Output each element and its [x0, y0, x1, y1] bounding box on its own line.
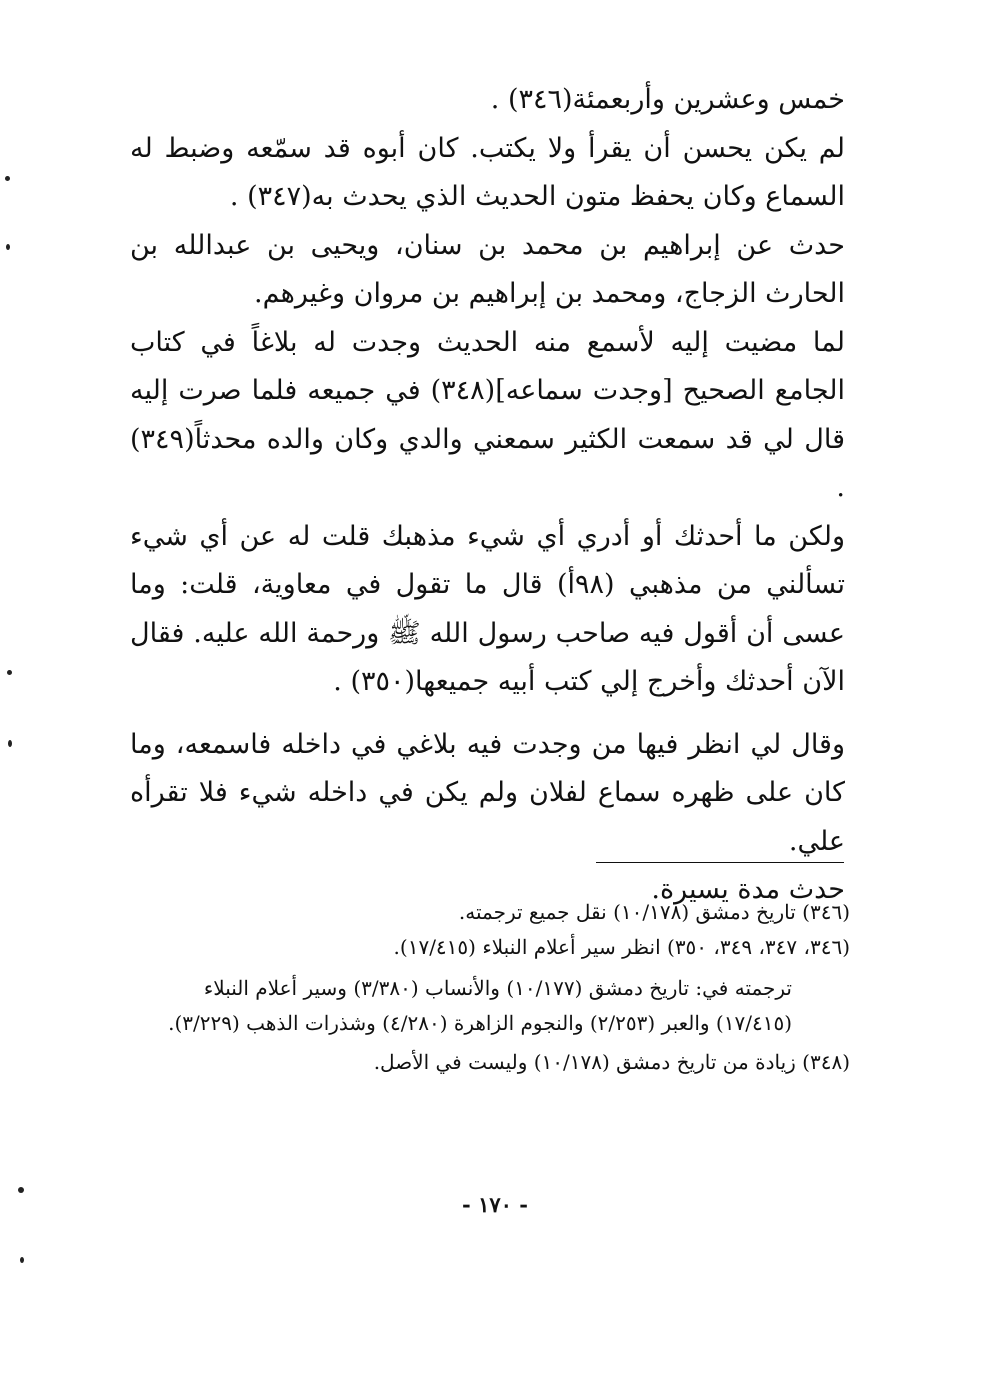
page-number: - ١٧٠ - — [462, 1192, 528, 1217]
main-text — [130, 76, 845, 915]
scan-speck — [5, 176, 10, 181]
paragraph-2: لم يكن يحسن أن يقرأ ولا يكتب. كان أبوه قد سمّعه وضبط له السماع وكان يحفظ متون الحديث الذي يحدث به(٣٤٧) . — [130, 132, 845, 212]
footnote-3: ترجمته في: تاريخ دمشق (١٠/١٧٧) والأنساب (٣/٣٨٠) وسير أعلام النبلاء (١٧/٤١٥) والعبر (٢/٢٥٣) والنجوم الزاهرة (٤/٢٨٠) وشذرات الذهب (٣/٢٢٩). — [168, 976, 792, 1035]
footnote-2: (٣٤٦، ٣٤٧، ٣٤٩، ٣٥٠) انظر سير أعلام النبلاء (١٧/٤١٥). — [393, 935, 850, 959]
footnotes — [150, 895, 850, 1080]
scan-speck — [7, 670, 12, 675]
scan-speck — [20, 1257, 24, 1263]
footnote-1: (٣٤٦) تاريخ دمشق (١٠/١٧٨) نقل جميع ترجمته. — [458, 900, 850, 924]
scan-speck — [18, 1187, 24, 1193]
footnote-separator — [596, 862, 844, 863]
footnote-4: (٣٤٨) زيادة من تاريخ دمشق (١٠/١٧٨) وليست في الأصل. — [373, 1050, 850, 1074]
paragraph-3: حدث عن إبراهيم بن محمد بن سنان، ويحيى بن عبدالله بن الحارث الزجاج، ومحمد بن إبراهيم بن مروان وغيرهم. — [130, 229, 845, 309]
scan-speck — [6, 244, 10, 250]
paragraph-7: حدث مدة يسيرة. — [651, 874, 845, 905]
paragraph-1: خمس وعشرين وأربعمئة(٣٤٦) . — [490, 84, 845, 115]
paragraph-6: وقال لي انظر فيها من وجدت فيه بلاغي في داخله فاسمعه، وما كان على ظهره سماع لفلان ولم يكن في داخله شيء فلا تقرأه علي. — [130, 728, 845, 857]
paragraph-4: لما مضيت إليه لأسمع منه الحديث وجدت له بلاغاً في كتاب الجامع الصحيح [وجدت سماعه](٣٤٨) في جميعه فلما صرت إليه قال لي قد سمعت الكثير سمعني والدي وكان والده محدثاً(٣٤٩) . — [130, 326, 845, 503]
scan-speck — [8, 740, 12, 747]
paragraph-5: ولكن ما أحدثك أو أدري أي شيء مذهبك قلت له عن أي شيء تسألني من مذهبي (٩٨أ) قال ما تقول في معاوية، قلت: وما عسى أن أقول فيه صاحب رسول الله ﷺ ورحمة الله عليه. فقال الآن أحدثك وأخرج إلي كتب أبيه جميعها(٣٥٠) . — [130, 520, 846, 697]
